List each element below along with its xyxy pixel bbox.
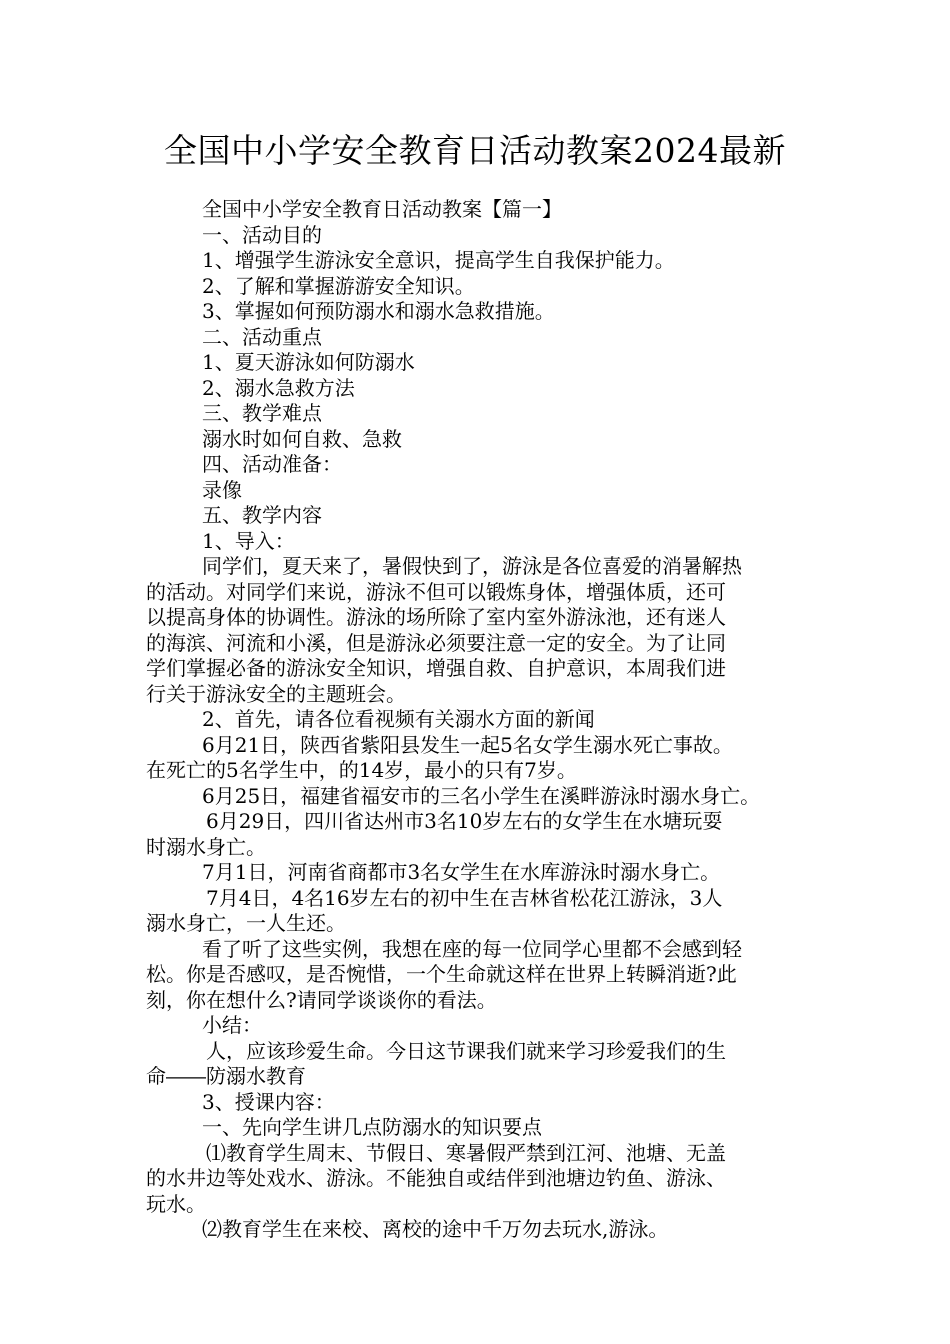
text-line: 录像 — [202, 477, 242, 502]
document-body — [146, 197, 808, 1243]
paragraph-line: 同学们，夏天来了，暑假快到了，游泳是各位喜爱的消暑解热 — [202, 554, 742, 578]
list-item: 3、掌握如何预防溺水和溺水急救措施。 — [202, 299, 555, 323]
text-line: 溺水时如何自救、急救 — [202, 426, 402, 451]
paragraph-line: 7月1日，河南省商都市3名女学生在水库游泳时溺水身亡。 — [202, 860, 721, 884]
paragraph-line: 6月21日，陕西省紫阳县发生一起5名女学生溺水死亡事故。 — [202, 732, 733, 757]
paragraph-line: 时溺水身亡。 — [146, 834, 266, 859]
heading-line: 一、活动目的 — [202, 222, 322, 247]
paragraph-line: 的活动。对同学们来说，游泳不但可以锻炼身体，增强体质，还可 — [146, 579, 726, 604]
list-item: 2、溺水急救方法 — [202, 375, 355, 400]
paragraph-line: 命――防溺水教育 — [146, 1064, 306, 1088]
paragraph-line: 的海滨、河流和小溪，但是游泳必须要注意一定的安全。为了让同 — [146, 630, 726, 655]
list-item: 2、了解和掌握游游安全知识。 — [202, 273, 475, 298]
section-heading: 全国中小学安全教育日活动教案【篇一】 — [202, 197, 562, 221]
paragraph-line: 人，应该珍爱生命。今日这节课我们就来学习珍爱我们的生 — [206, 1038, 726, 1063]
paragraph-line: 6月29日，四川省达州市3名10岁左右的女学生在水塘玩耍 — [206, 809, 723, 833]
document-title: 全国中小学安全教育日活动教案2024最新 — [164, 131, 786, 170]
heading-line: 一、先向学生讲几点防溺水的知识要点 — [202, 1115, 542, 1139]
paragraph-line: 玩水。 — [146, 1191, 206, 1216]
heading-line: 三、教学难点 — [202, 401, 322, 425]
text-line: 小结： — [202, 1013, 262, 1037]
list-item: 3、授课内容： — [202, 1089, 335, 1114]
list-item: 1、夏天游泳如何防溺水 — [202, 350, 415, 374]
list-item: 1、导入： — [202, 528, 295, 553]
paragraph-line: 在死亡的5名学生中，的14岁，最小的只有7岁。 — [146, 758, 577, 782]
paragraph-line: 学们掌握必备的游泳安全知识，增强自救、自护意识，本周我们进 — [146, 656, 726, 680]
paragraph-line: 刻，你在想什么?请同学谈谈你的看法。 — [146, 987, 497, 1012]
paragraph-line: 6月25日，福建省福安市的三名小学生在溪畔游泳时溺水身亡。 — [202, 783, 761, 808]
paragraph-line: 7月4日，4名16岁左右的初中生在吉林省松花江游泳，3人 — [206, 885, 723, 910]
paragraph-line: 看了听了这些实例，我想在座的每一位同学心里都不会感到轻 — [202, 936, 742, 961]
paragraph-line: 松。你是否感叹，是否惋惜，一个生命就这样在世界上转瞬消逝?此 — [146, 962, 737, 986]
paragraph-line: 溺水身亡，一人生还。 — [146, 911, 346, 935]
paragraph-line: ⑵教育学生在来校、离校的途中千万勿去玩水,游泳。 — [202, 1217, 669, 1241]
heading-line: 五、教学内容 — [202, 503, 322, 527]
paragraph-line: 2、首先，请各位看视频有关溺水方面的新闻 — [202, 707, 595, 731]
heading-line: 二、活动重点 — [202, 324, 322, 349]
paragraph-line: ⑴教育学生周末、节假日、寒暑假严禁到江河、池塘、无盖 — [206, 1140, 726, 1165]
paragraph-line: 的水井边等处戏水、游泳。不能独自或结伴到池塘边钓鱼、游泳、 — [146, 1166, 726, 1190]
list-item: 1、增强学生游泳安全意识，提高学生自我保护能力。 — [202, 248, 675, 272]
heading-line: 四、活动准备： — [202, 452, 342, 476]
paragraph-line: 行关于游泳安全的主题班会。 — [146, 681, 406, 706]
paragraph-line: 以提高身体的协调性。游泳的场所除了室内室外游泳池，还有迷人 — [146, 605, 726, 629]
